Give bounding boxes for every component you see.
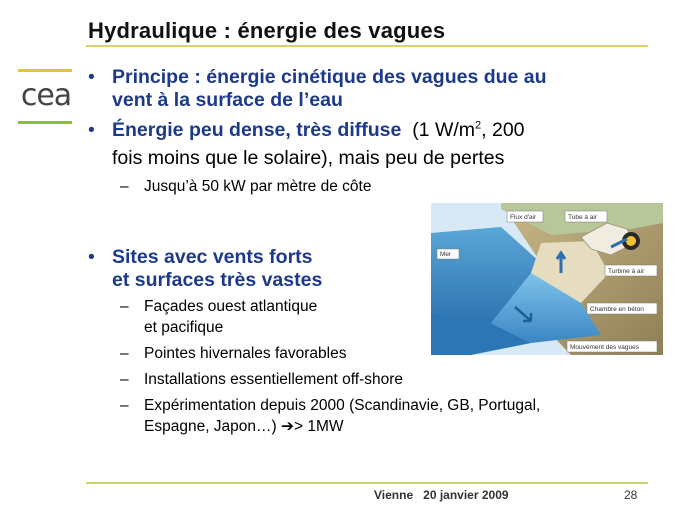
bullet-dot: • (88, 246, 95, 268)
superscript: 2 (475, 119, 482, 132)
sub-bullet-text (144, 418, 344, 436)
sub-bullet-text: et pacifique (144, 319, 224, 336)
sub-bullet-dash: – (120, 298, 129, 315)
bullet-normal-text-2: , 200 (481, 119, 525, 141)
countries-text: Espagne, Japon…) (144, 418, 277, 435)
bullet-text (112, 119, 525, 141)
logo-text: cea (20, 78, 72, 113)
bullet-normal-text: (1 W/m (412, 119, 476, 141)
label-mer: Mer (440, 251, 452, 258)
bullet-text: vent à la surface de l’eau (112, 89, 343, 111)
sub-bullet-text: Façades ouest atlantique (144, 298, 318, 315)
sub-bullet-text: Jusqu’à 50 kW par mètre de côte (144, 178, 372, 195)
bullet-dot: • (88, 66, 95, 88)
sub-bullet-dash: – (120, 345, 129, 362)
cea-logo (14, 66, 76, 128)
label-flux-air: Flux d'air (510, 214, 537, 221)
label-tube-air: Tube à air (568, 214, 598, 221)
footer-rule (86, 482, 648, 484)
bullet-text: et surfaces très vastes (112, 269, 323, 291)
logo-top-bar (18, 69, 72, 72)
bullet-text: Principe : énergie cinétique des vagues due au (112, 66, 547, 88)
sub-bullet-text: Expérimentation depuis 2000 (Scandinavie, GB, Portugal, (144, 397, 541, 414)
label-mouvement: Mouvement des vagues (570, 344, 640, 351)
sub-bullet-text: Pointes hivernales favorables (144, 345, 347, 362)
arrow-icon: ➔ (281, 418, 295, 435)
logo-bottom-bar (18, 121, 72, 124)
bullet-text: Sites avec vents forts (112, 246, 313, 268)
title-rule (86, 45, 648, 47)
wave-energy-illustration (431, 203, 663, 355)
footer-date: 20 janvier 2009 (423, 488, 509, 502)
label-chambre: Chambre en béton (590, 306, 644, 313)
footer-text (374, 488, 509, 502)
bullet-text: fois moins que le solaire), mais peu de pertes (112, 147, 505, 169)
label-turbine: Turbine à air (608, 268, 645, 275)
sub-bullet-dash: – (120, 371, 129, 388)
sub-bullet-text: Installations essentiellement off-shore (144, 371, 404, 388)
slide-title: Hydraulique : énergie des vagues (88, 18, 446, 43)
power-text: > 1MW (294, 418, 344, 435)
bullet-dot: • (88, 119, 95, 141)
sub-bullet-dash: – (120, 397, 129, 414)
bullet-bold-text: Énergie peu dense, très diffuse (112, 119, 402, 141)
page-number: 28 (624, 488, 638, 502)
sub-bullet-dash: – (120, 178, 129, 195)
turbine-hub (626, 236, 636, 246)
footer-location: Vienne (374, 488, 414, 502)
